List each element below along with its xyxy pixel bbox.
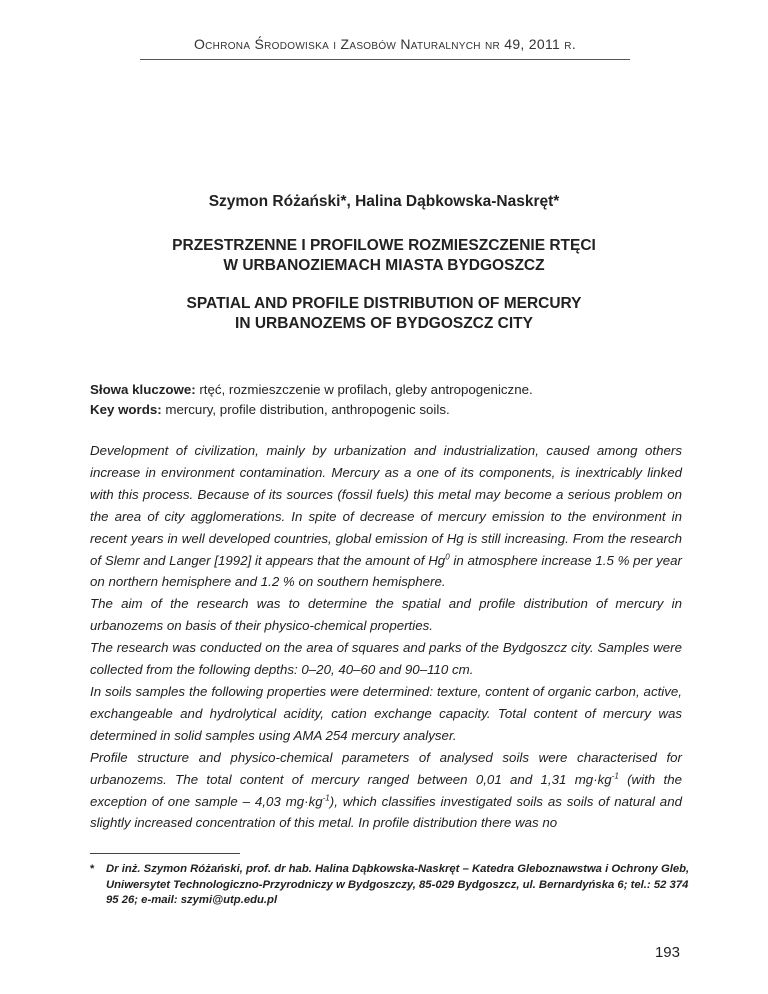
running-header bbox=[140, 36, 630, 52]
footnote-text: Dr inż. Szymon Różański, prof. dr hab. Halina Dąbkowska-Naskręt – Katedra Gleboznawstwa i Ochrony Gleb, Uniwersytet Technologiczno-Przyrodniczy w Bydgoszczy, 85-029 Bydgoszcz, ul. Bernardyńska 6; tel.: 52 374 95 26; e-mail: szymi@utp.edu.pl bbox=[106, 863, 690, 906]
issue-number: nr 49, 2011 r. bbox=[485, 36, 577, 52]
header-divider bbox=[140, 59, 630, 60]
keywords-english-label: Key words: bbox=[90, 402, 162, 417]
journal-name: Ochrona Środowiska i Zasobów Naturalnych bbox=[193, 36, 481, 52]
abstract-paragraph-1: Development of civilization, mainly by urbanization and industrialization, caused among others increase in environment contamination. Mercury as a one of its components, is inextricably linked with this process. Because of its sources (fossil fuels) this metal may become a serious problem on the area of city agglomerations. In spite of decrease of mercury emission to the environment in recent years in well developed countries, global emission of Hg is still increasing. From the research of Slemr and Langer [1992] it appears that the amount of Hg$^0$ in atmosphere increase 1.5 % per year on northern hemisphere and 1.2 % on southern hemisphere. bbox=[90, 443, 682, 590]
abstract-paragraph-4: In soils samples the following properties were determined: texture, content of organic carbon, active, exchangeable and hydrolytical acidity, cation exchange capacity. Total content of mercury was determined in solid samples using AMA 254 mercury analyser. bbox=[90, 683, 682, 743]
authors: Szymon Różański*, Halina Dąbkowska-Naskręt* bbox=[208, 193, 560, 210]
keywords-block bbox=[90, 380, 690, 420]
keywords-polish-label: Słowa kluczowe: bbox=[90, 382, 196, 397]
title-english-line-2: IN URBANOZEMS OF BYDGOSZCZ CITY bbox=[235, 315, 533, 332]
abstract-paragraph-3: The research was conducted on the area of squares and parks of the Bydgoszcz city. Samples were collected from the following depths: 0–20, 40–60 and 90–110 cm. bbox=[90, 640, 682, 678]
abstract-paragraph-5: Profile structure and physico-chemical parameters of analysed soils were characterised for urbanozems. The total content of mercury ranged between 0,01 and 1,31 $mg\cdot kg^{-1}$ (with the exception of one sample – 4,03 $mg\cdot kg^{-1}$), which classifies investigated soils as soils of natural and slightly increased concentration of this metal. In profile distribution there was no bbox=[90, 749, 683, 831]
title-polish-line-2: W URBANOZIEMACH MIASTA BYDGOSZCZ bbox=[223, 257, 545, 274]
keywords-english bbox=[90, 400, 690, 420]
footnote-divider bbox=[90, 853, 240, 854]
abstract-paragraph-2: The aim of the research was to determine the spatial and profile distribution of mercury in urbanozems on basis of their physico-chemical properties. bbox=[90, 596, 682, 634]
author-footnote bbox=[90, 862, 690, 909]
footnote-mark: * bbox=[90, 863, 95, 875]
page-number: 193 bbox=[654, 944, 680, 961]
title-polish-line-1: PRZESTRZENNE I PROFILOWE ROZMIESZCZENIE RTĘCI bbox=[172, 237, 596, 254]
keywords-polish bbox=[90, 380, 690, 400]
title-english-line-1: SPATIAL AND PROFILE DISTRIBUTION OF MERCURY bbox=[186, 295, 582, 312]
title-english bbox=[90, 294, 678, 334]
abstract bbox=[90, 440, 682, 834]
title-polish bbox=[90, 236, 678, 276]
keywords-polish-text: rtęć, rozmieszczenie w profilach, gleby antropogeniczne. bbox=[195, 382, 533, 397]
keywords-english-text: mercury, profile distribution, anthropogenic soils. bbox=[161, 402, 450, 417]
